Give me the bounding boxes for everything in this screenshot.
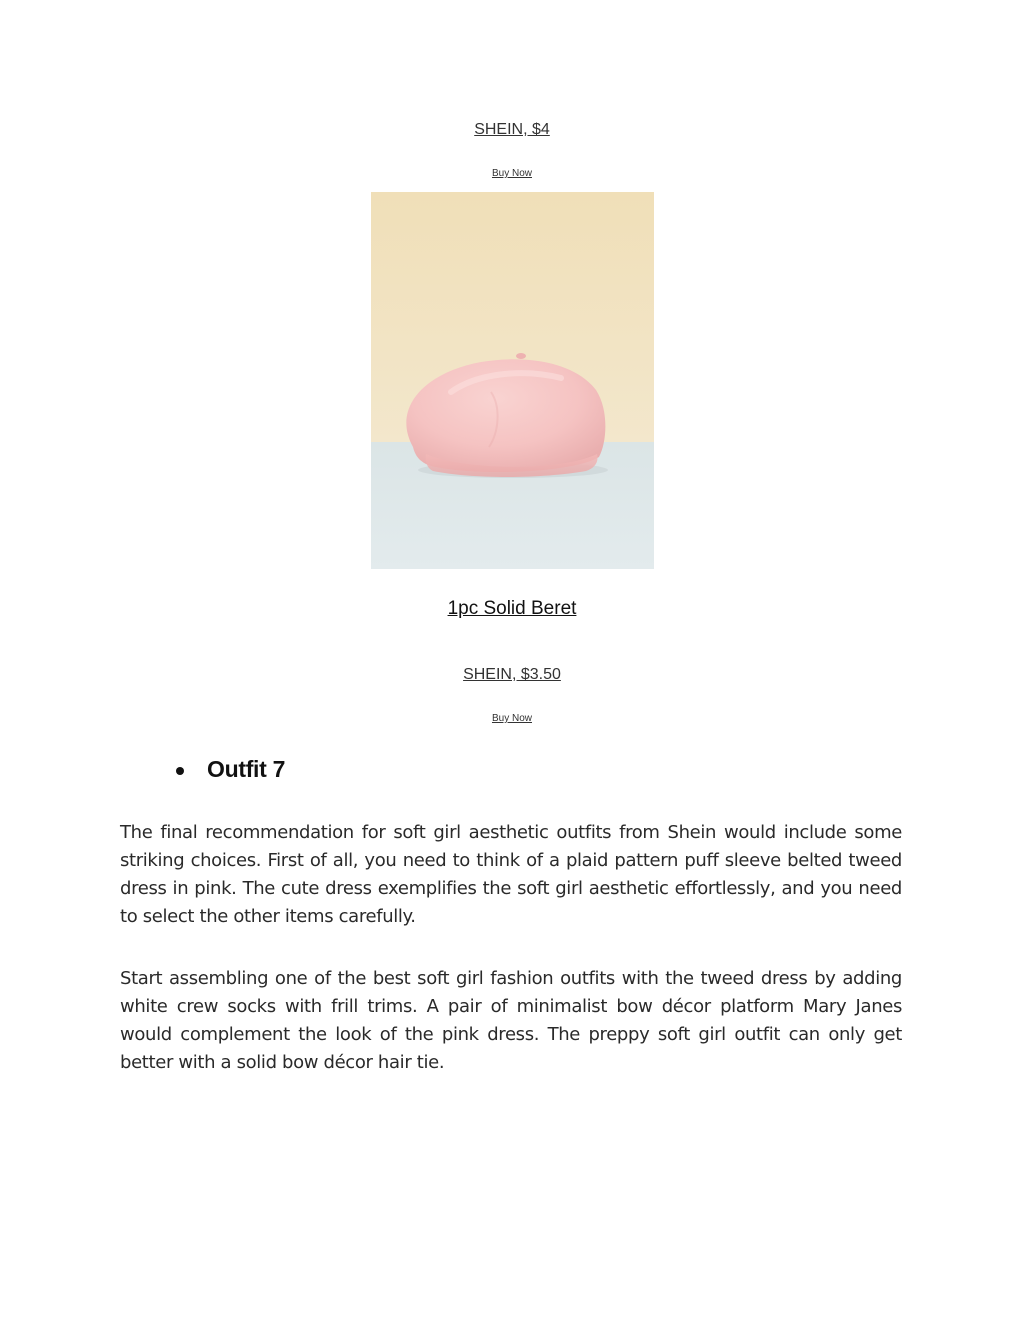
product-title-link[interactable]: 1pc Solid Beret [447,598,577,619]
buy-now-link[interactable]: Buy Now [491,713,532,724]
body-paragraph: The final recommendation for soft girl aesthetic outfits from Shein would include some striking choices. First of all, you need to think of a plaid pattern puff sleeve belted tweed dress in pink. The cute dress exemplifies the soft girl aesthetic effortlessly, and you need to select the other items carefully. [120,822,902,927]
outfit-section-bullet [176,753,285,785]
buy-now-link[interactable]: Buy Now [491,168,532,179]
beret-product-image[interactable] [371,192,654,569]
body-paragraph: Start assembling one of the best soft girl fashion outfits with the tweed dress by adding white crew socks with frill trims. A pair of minimalist bow décor platform Mary Janes would complement the look of the pink dress. The preppy soft girl outfit can only get better with a solid bow décor hair tie. [120,968,902,1073]
product-store-price-link[interactable]: SHEIN, $3.50 [463,666,561,683]
section-heading: Outfit 7 [207,755,286,782]
bullet-dot-icon [176,767,184,775]
product-store-price-link[interactable]: SHEIN, $4 [474,121,550,138]
